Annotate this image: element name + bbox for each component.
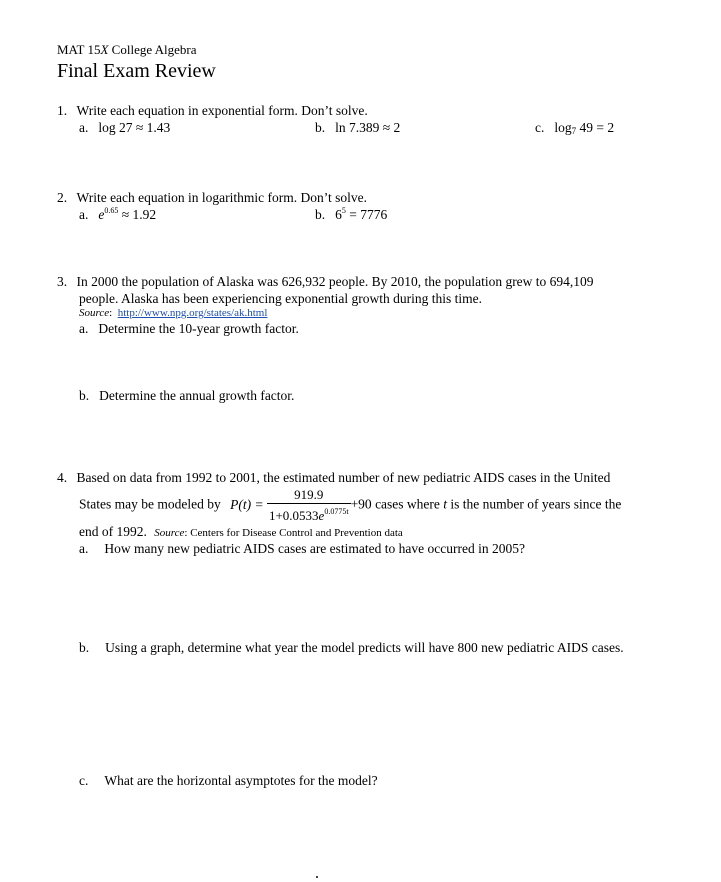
q1-part-b: b. ln 7.389 ≈ 2 [315, 120, 401, 135]
q3-part-b: b. Determine the annual growth factor. [79, 388, 295, 403]
question-text-line-1: Based on data from 1992 to 2001, the estimated number of new pediatric AIDS cases in the United [76, 470, 611, 485]
q2-part-b: b. $6^5 = 7776$ [315, 206, 388, 222]
source-citation: Source: http://www.npg.org/states/ak.html [79, 307, 268, 319]
q4-part-c: c. What are the horizontal asymptotes for the model? [79, 773, 378, 788]
fraction-numerator: 919.9 [267, 487, 351, 504]
course-name: MAT 15X College Algebra [57, 42, 197, 57]
question-text-line-2: people. Alaska has been experiencing exponential growth during this time. [79, 291, 483, 306]
question-2 [57, 190, 367, 206]
page-title: Final Exam Review [57, 60, 216, 82]
model-fraction [267, 487, 351, 524]
model-function: P(t) = [230, 496, 264, 512]
question-prompt: Write each equation in exponential form. Don’t solve. [76, 103, 368, 118]
fraction-denominator: $1+0.0533e^{0.0775t}$ [268, 507, 349, 523]
q4-part-a: a. How many new pediatric AIDS cases are estimated to have occurred in 2005? [79, 541, 525, 556]
q1-part-a: a. log 27 ≈ 1.43 [79, 120, 171, 135]
page-mark [316, 876, 318, 878]
q2-part-a: a. $e^{0.65} \approx 1.92$ [79, 206, 157, 222]
question-prompt: Write each equation in logarithmic form. Don’t solve. [76, 190, 368, 205]
question-text-line-2: States may be modeled by P(t) = $\frac{919.9}{1+0.0533e^{0.0775t}}$ +90 cases where t is the number of years since the [79, 487, 622, 523]
source-text: Centers for Disease Control and Prevention data [190, 527, 403, 539]
question-text-line-3: end of 1992. Source: Centers for Disease Control and Prevention data [79, 524, 403, 539]
question-number: 2. [57, 190, 68, 205]
q3-part-a: a. Determine the 10-year growth factor. [79, 321, 299, 336]
question-1 [57, 103, 368, 119]
question-number: 4. [57, 470, 68, 485]
question-text-line-1: In 2000 the population of Alaska was 626,932 people. By 2010, the population grew to 694,109 [76, 274, 594, 289]
question-number: 3. [57, 274, 68, 289]
question-4 [57, 470, 610, 486]
question-number: 1. [57, 103, 68, 118]
source-link[interactable]: http://www.npg.org/states/ak.html [117, 307, 268, 319]
question-3 [57, 274, 594, 290]
q1-part-c: c. $\log_7 49 = 2$ [535, 120, 615, 136]
q4-part-b: b. Using a graph, determine what year the model predicts will have 800 new pediatric AIDS cases. [79, 640, 624, 655]
